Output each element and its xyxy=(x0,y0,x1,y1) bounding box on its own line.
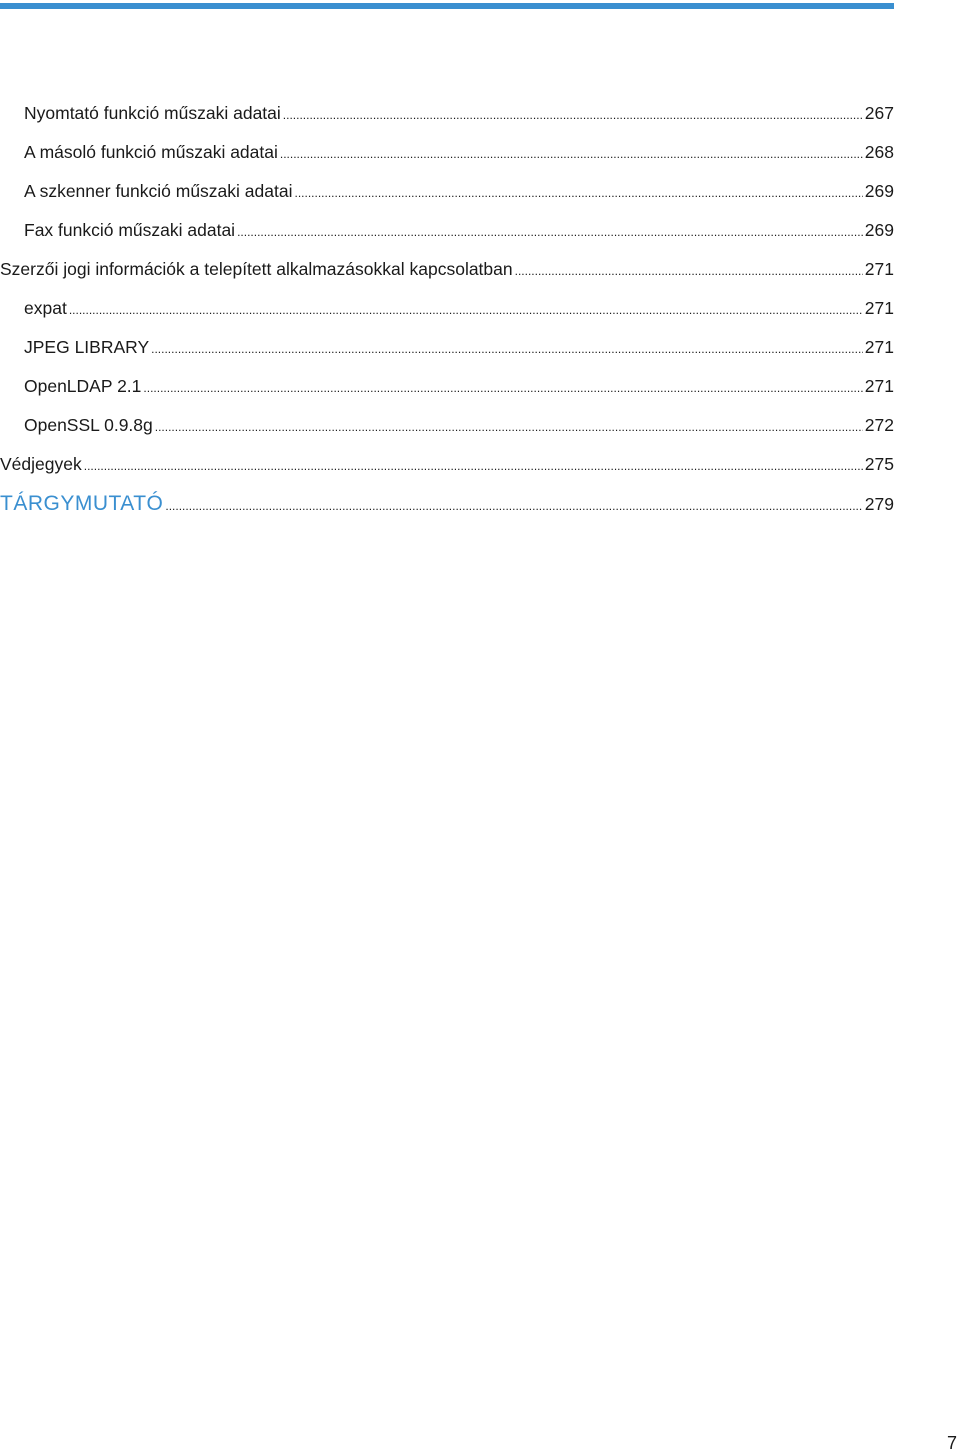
toc-entry-page: 269 xyxy=(864,220,894,240)
toc-entry[interactable] xyxy=(0,367,894,406)
page-number: 7 xyxy=(946,1433,957,1453)
toc-entry-title: expat xyxy=(24,298,67,318)
toc-leader-dots xyxy=(143,367,862,408)
toc-entry-chapter[interactable] xyxy=(0,484,894,523)
toc-leader-dots xyxy=(283,94,863,135)
toc-entry-page: 271 xyxy=(864,259,894,279)
toc-entry-page: 271 xyxy=(864,376,894,396)
toc-entry[interactable] xyxy=(0,289,894,328)
toc-entry[interactable] xyxy=(0,94,894,133)
toc-leader-dots xyxy=(69,289,863,330)
toc-entry-page: 271 xyxy=(864,337,894,357)
toc-leader-dots xyxy=(165,485,862,526)
toc-entry[interactable] xyxy=(0,211,894,250)
toc-entry[interactable] xyxy=(0,133,894,172)
toc-entry[interactable] xyxy=(0,250,894,289)
toc-leader-dots xyxy=(280,133,863,174)
toc-entry-page: 275 xyxy=(864,454,894,474)
toc-leader-dots xyxy=(151,328,863,369)
toc-entry-title: A másoló funkció műszaki adatai xyxy=(24,142,278,162)
toc-entry-page: 272 xyxy=(864,415,894,435)
toc-entry-title: JPEG LIBRARY xyxy=(24,337,150,357)
toc-entry-title: Nyomtató funkció műszaki adatai xyxy=(24,103,281,123)
toc-entry-title: OpenLDAP 2.1 xyxy=(24,376,142,396)
toc-leader-dots xyxy=(84,445,863,486)
toc-entry-page: 268 xyxy=(864,142,894,162)
toc-leader-dots xyxy=(155,406,863,447)
toc-entry-page: 279 xyxy=(864,494,894,514)
toc-entry-page: 269 xyxy=(864,181,894,201)
toc-leader-dots xyxy=(294,172,862,213)
toc-entry[interactable] xyxy=(0,172,894,211)
header-rule xyxy=(0,3,894,9)
table-of-contents xyxy=(0,94,894,523)
toc-leader-dots xyxy=(237,211,863,252)
toc-entry-title: Védjegyek xyxy=(0,454,82,474)
toc-entry[interactable] xyxy=(0,445,894,484)
toc-entry-title: Szerzői jogi információk a telepített alkalmazásokkal kapcsolatban xyxy=(0,259,513,279)
toc-entry-page: 271 xyxy=(864,298,894,318)
toc-chapter-title: TÁRGYMUTATÓ xyxy=(0,492,164,515)
toc-entry-title: OpenSSL 0.9.8g xyxy=(24,415,153,435)
toc-entry-page: 267 xyxy=(864,103,894,123)
toc-entry-title: A szkenner funkció műszaki adatai xyxy=(24,181,293,201)
toc-leader-dots xyxy=(515,250,863,291)
toc-entry[interactable] xyxy=(0,328,894,367)
toc-entry-title: Fax funkció műszaki adatai xyxy=(24,220,236,240)
toc-entry[interactable] xyxy=(0,406,894,445)
